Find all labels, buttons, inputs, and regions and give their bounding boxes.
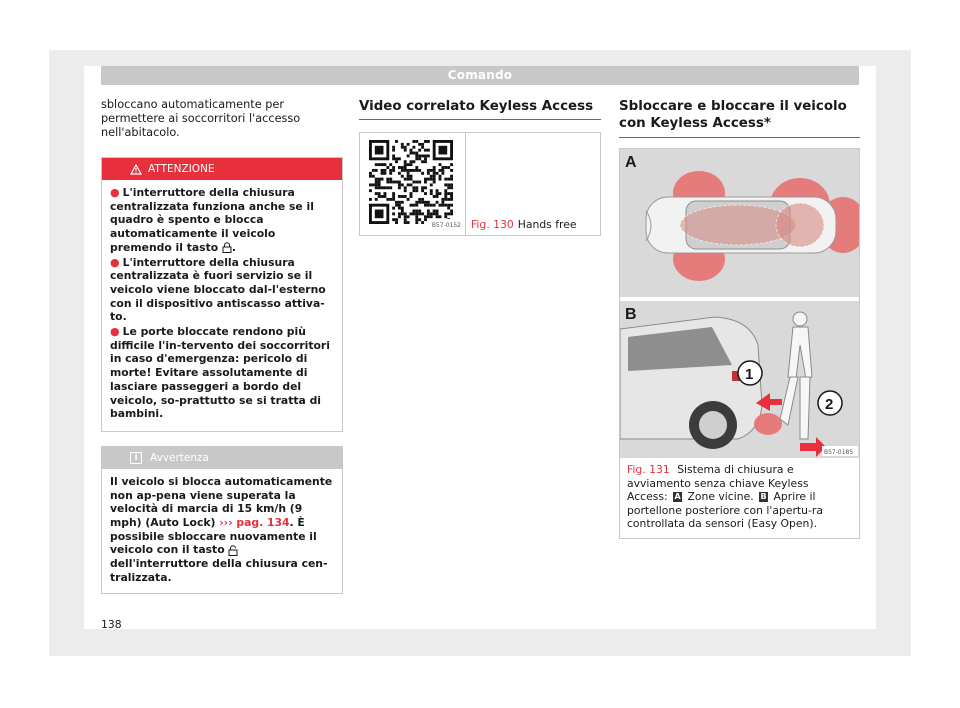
figure-text: Sistema di chiusura e avviamento senza chiave Keyless Access: xyxy=(627,463,809,503)
note-text: . È possibile sbloccare nuovamente il veicolo con il tasto xyxy=(110,516,317,557)
figure-text: Hands free xyxy=(517,218,577,231)
column-middle xyxy=(359,98,601,236)
warning-box xyxy=(101,157,343,432)
figure-label: Fig. 130 xyxy=(471,218,514,231)
page-number: 138 xyxy=(101,618,122,631)
warning-header xyxy=(102,158,342,180)
figure-text: Aprire il portellone posteriore con l'apertu-ra controllata da sensori (Easy Open). xyxy=(627,490,823,530)
column-left xyxy=(101,98,343,594)
bullet-icon: ● xyxy=(110,325,120,339)
note-box xyxy=(101,446,343,594)
warning-title: ATTENZIONE xyxy=(148,163,215,175)
bullet-icon: ● xyxy=(110,186,120,199)
warning-item-text: L'interruttore della chiusura centralizzata funziona anche se il quadro è spento e blocca automaticamente il veicolo premendo il tasto xyxy=(110,186,314,254)
intro-text: sbloccano automaticamente per permettere ai soccorritori l'accesso nell'abitacolo. xyxy=(101,98,301,139)
image-code: B57-0185 xyxy=(824,449,854,456)
figure-131 xyxy=(619,148,860,539)
note-text: Il veicolo si blocca automaticamente non ap-pena viene superata la velocità di marcia di 15 km/h (9 mph) (Auto Lock) xyxy=(110,474,333,530)
keyless-illustration xyxy=(620,149,859,458)
column-right xyxy=(619,98,860,539)
warning-item xyxy=(110,325,334,421)
image-code: B57-0152 xyxy=(431,219,462,233)
figure-illustration xyxy=(620,149,859,458)
figure-caption xyxy=(471,218,577,232)
panel-b-label: B xyxy=(625,306,637,323)
note-text: dell'interruttore della chiusura cen-tralizzata. xyxy=(110,557,328,584)
marker-2: 2 xyxy=(825,396,834,413)
lock-icon xyxy=(222,242,232,253)
note-body xyxy=(102,469,342,593)
panel-a-label: A xyxy=(625,154,637,171)
letter-a-icon: A xyxy=(674,492,681,501)
note-header xyxy=(102,447,342,469)
section-title-video: Video correlato Keyless Access xyxy=(359,98,601,120)
figure-caption xyxy=(620,458,859,538)
figure-label: Fig. 131 xyxy=(627,463,670,476)
info-icon: i xyxy=(130,452,142,464)
qr-code-icon[interactable] xyxy=(369,140,453,224)
warning-item-text: Le porte bloccate rendono più difficile l'in-tervento dei soccorritori in caso d'emergenza: pericolo di morte! Evitare assolutamente di lasciare passeggeri a bordo del veicolo, so-prattutto se si tratta di bambini. xyxy=(110,325,330,421)
page-header: Comando xyxy=(101,66,859,85)
bullet-icon: ● xyxy=(110,255,120,269)
figure-130 xyxy=(359,132,601,236)
page-link[interactable]: ››› pag. 134 xyxy=(219,516,290,530)
figure-text: Zone vicine. xyxy=(687,490,754,503)
note-title: Avvertenza xyxy=(150,451,209,464)
warning-item-text: L'interruttore della chiusura centralizzata è fuori servizio se il veicolo viene bloccato dal-l'esterno con il dispositivo antiscasso attiva-to. xyxy=(110,255,326,324)
marker-1: 1 xyxy=(745,366,754,383)
warning-item: ● L'interruttore della chiusura centralizzata funziona anche se il quadro è spento e blocca automaticamente il veicolo premendo il tasto . xyxy=(110,186,314,254)
unlock-icon xyxy=(228,545,238,556)
warning-item xyxy=(110,256,334,325)
letter-b-icon: B xyxy=(760,492,767,501)
warning-body xyxy=(102,180,342,431)
section-title-keyless: Sbloccare e bloccare il veicolo con Keyless Access* xyxy=(619,98,860,138)
qr-panel xyxy=(360,133,466,235)
warning-triangle-icon xyxy=(130,164,142,175)
